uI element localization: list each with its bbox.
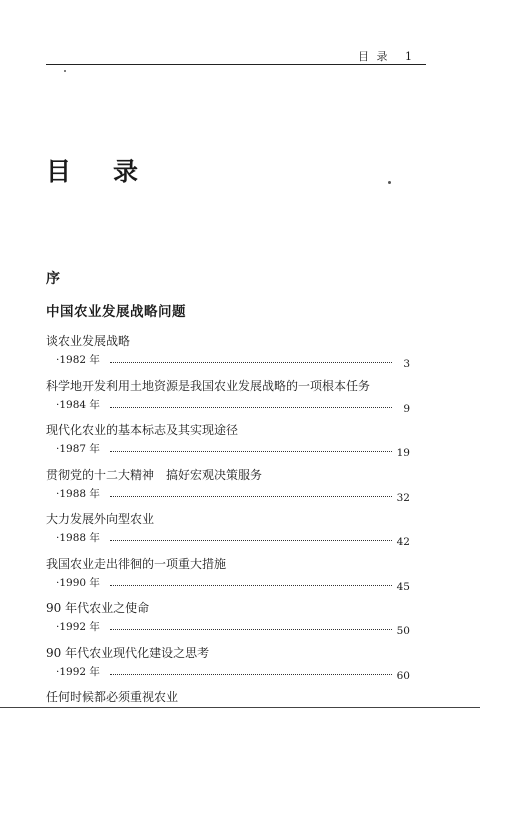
- dot-leader: [110, 495, 392, 497]
- toc-entry-year: ·1988 年: [56, 532, 100, 544]
- scan-speck: [64, 70, 66, 72]
- toc-entry-year: ·1990 年: [56, 576, 100, 589]
- toc-entry[interactable]: [46, 644, 426, 689]
- toc-entry-meta: [56, 530, 410, 548]
- toc-entry-title: 任何时候都必须重视农业: [46, 690, 179, 704]
- section-heading: 中国农业发展战略问题: [46, 304, 186, 320]
- dot-leader: [110, 361, 392, 363]
- toc-entry-page: 42: [396, 536, 410, 548]
- toc-entry-title: 科学地开发利用土地资源是我国农业发展战略的一项根本任务: [46, 378, 371, 393]
- toc-entry[interactable]: [46, 555, 426, 600]
- toc-entry-year: ·1988 年: [56, 487, 100, 500]
- toc-entry[interactable]: [46, 332, 426, 377]
- toc-entry-year: ·1992 年: [56, 621, 100, 633]
- dot-leader: [110, 673, 392, 675]
- toc-entry-title: 大力发展外向型农业: [46, 512, 155, 526]
- toc-entry-meta: [56, 441, 410, 459]
- running-header: [46, 46, 426, 65]
- toc-entry-title: 90 年代农业现代化建设之思考: [46, 645, 210, 660]
- toc-entry[interactable]: [46, 466, 426, 511]
- toc-entry-meta: [56, 352, 410, 370]
- page-title: 目录: [46, 157, 181, 186]
- toc-entry-title: 现代化农业的基本标志及其实现途径: [46, 423, 239, 437]
- toc-entry-year: ·1992 年: [56, 665, 100, 678]
- bottom-rule: [0, 707, 480, 708]
- toc-entry-title: 90 年代农业之使命: [46, 601, 150, 615]
- toc-entry-year: ·1987 年: [56, 443, 100, 455]
- dot-leader: [110, 628, 392, 630]
- toc-entry-page: 19: [396, 447, 410, 459]
- toc-entry-page: 9: [403, 402, 410, 415]
- dot-leader: [110, 584, 392, 586]
- scan-speck: [388, 181, 391, 184]
- toc-entry[interactable]: [46, 688, 426, 733]
- page-number: 1: [405, 50, 414, 63]
- toc-entry-title: 贯彻党的十二大精神 搞好宏观决策服务: [46, 467, 263, 482]
- toc-entry-meta: [56, 486, 410, 504]
- preface-heading: 序: [46, 271, 60, 287]
- toc-entry-year: ·1982 年: [56, 354, 100, 366]
- toc-entry-meta: [56, 664, 410, 682]
- toc-entry-meta: [56, 575, 410, 593]
- toc-entry[interactable]: [46, 421, 426, 466]
- running-title: 目 录: [358, 50, 390, 63]
- toc-entry[interactable]: [46, 510, 426, 555]
- toc-entry[interactable]: [46, 599, 426, 644]
- toc-entry-page: 45: [396, 580, 410, 593]
- running-header-text: [348, 48, 414, 64]
- toc-entry-meta: [56, 619, 410, 637]
- toc-entry-title: 谈农业发展战略: [46, 334, 131, 348]
- toc-entry-page: 3: [403, 358, 410, 370]
- toc-entry-page: 50: [396, 625, 410, 637]
- dot-leader: [110, 450, 392, 452]
- toc-entry-page: 60: [396, 669, 410, 682]
- toc-entry-meta: [56, 397, 410, 415]
- toc-entry-page: 32: [396, 491, 410, 504]
- toc-entry[interactable]: [46, 377, 426, 422]
- toc-entry-year: ·1984 年: [56, 398, 100, 411]
- toc-entry-title: 我国农业走出徘徊的一项重大措施: [46, 556, 227, 571]
- dot-leader: [110, 406, 392, 408]
- table-of-contents: [46, 332, 426, 733]
- dot-leader: [110, 539, 392, 541]
